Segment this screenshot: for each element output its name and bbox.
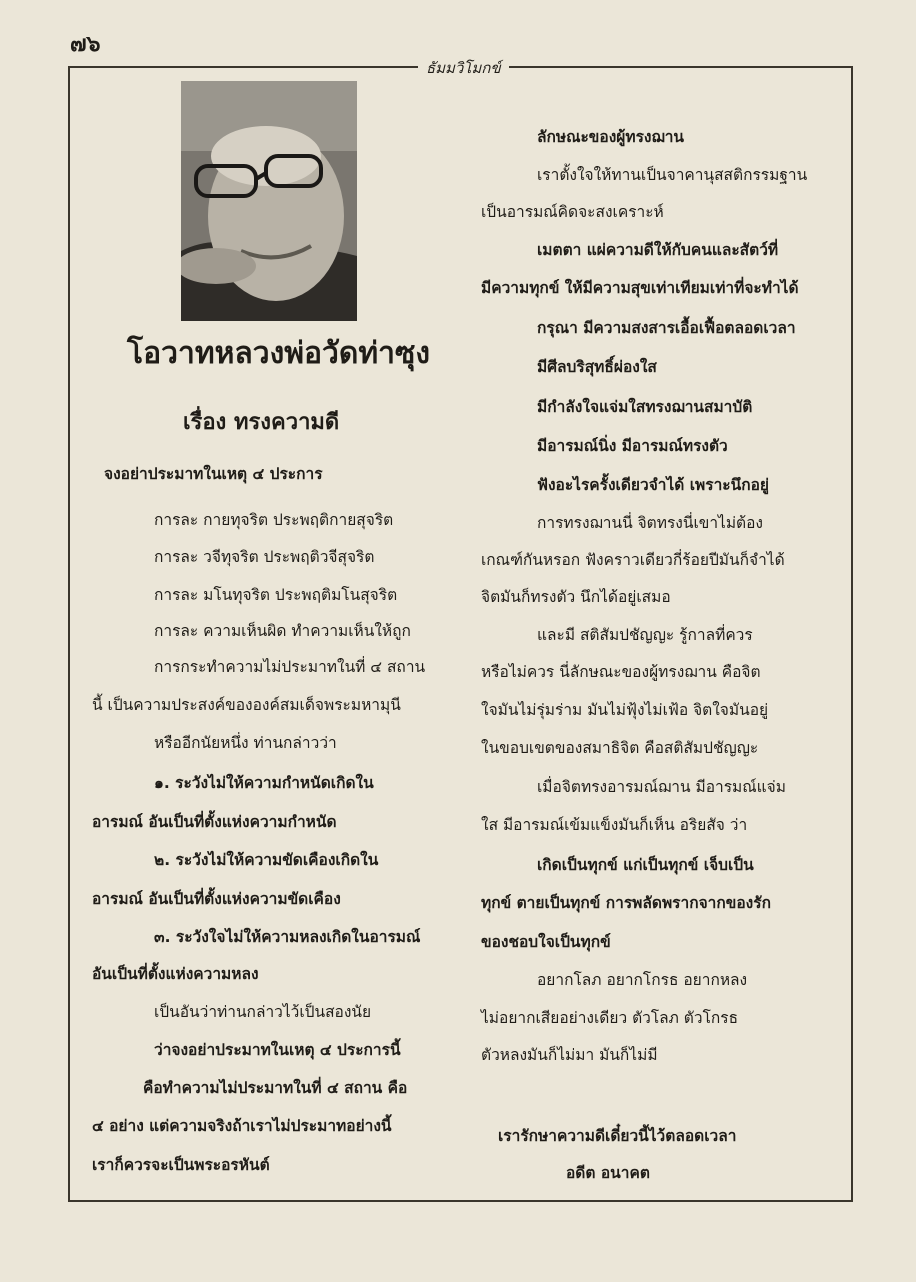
- body-line: อยากโลภ อยากโกรธ อยากหลง: [537, 971, 748, 989]
- body-line: การละ มโนทุจริต ประพฤติมโนสุจริต: [154, 586, 398, 604]
- body-line: ของชอบใจเป็นทุกข์: [481, 933, 611, 951]
- body-line: การกระทำความไม่ประมาทในที่ ๔ สถาน: [154, 658, 426, 676]
- body-line: หรืออีกนัยหนึ่ง ท่านกล่าวว่า: [154, 734, 337, 752]
- body-line: เกณฑ์กันหรอก ฟังคราวเดียวกี่ร้อยปีมันก็จำได้: [481, 551, 785, 569]
- body-line: เมตตา แผ่ความดีให้กับคนและสัตว์ที่: [537, 241, 779, 259]
- body-line: จิตมันก็ทรงตัว นึกได้อยู่เสมอ: [481, 588, 671, 606]
- body-line: กรุณา มีความสงสารเอื้อเฟื้อตลอดเวลา: [537, 319, 796, 337]
- body-line: การละ ความเห็นผิด ทำความเห็นให้ถูก: [154, 622, 411, 640]
- body-line: อันเป็นที่ตั้งแห่งความหลง: [92, 965, 259, 983]
- body-line: ว่าจงอย่าประมาทในเหตุ ๔ ประการนี้: [154, 1041, 401, 1059]
- body-line: เรารักษาความดีเดี๋ยวนี้ไว้ตลอดเวลา: [498, 1127, 737, 1145]
- body-line: อารมณ์ อันเป็นที่ตั้งแห่งความขัดเคือง: [92, 890, 341, 908]
- body-line: อารมณ์ อันเป็นที่ตั้งแห่งความกำหนัด: [92, 813, 337, 831]
- body-line: การละ วจีทุจริต ประพฤติวจีสุจริต: [154, 548, 375, 566]
- body-line: การละ กายทุจริต ประพฤติกายสุจริต: [154, 511, 394, 529]
- body-line: อดีต อนาคต: [566, 1164, 650, 1182]
- body-line: มีศีลบริสุทธิ์ผ่องใส: [537, 358, 657, 376]
- body-line: มีกำลังใจแจ่มใสทรงฌานสมาบัติ: [537, 398, 753, 416]
- body-line: ใจมันไม่รุ่มร่าม มันไม่ฟุ้งไม่เฟ้อ จิตใจมันอยู่: [481, 701, 769, 719]
- body-line: คือทำความไม่ประมาทในที่ ๔ สถาน คือ: [143, 1079, 408, 1097]
- body-line: นี้ เป็นความประสงค์ขององค์สมเด็จพระมหามุนี: [92, 696, 401, 714]
- body-line: เมื่อจิตทรงอารมณ์ฌาน มีอารมณ์แจ่ม: [537, 778, 786, 796]
- page-number: ๗๖: [70, 32, 101, 57]
- article-subtitle: เรื่อง ทรงความดี: [183, 410, 340, 435]
- body-line: หรือไม่ควร นี่ลักษณะของผู้ทรงฌาน คือจิต: [481, 663, 761, 681]
- body-line: เกิดเป็นทุกข์ แก่เป็นทุกข์ เจ็บเป็น: [537, 856, 754, 874]
- body-line: เป็นอารมณ์คิดจะสงเคราะห์: [481, 203, 664, 221]
- body-line: เราตั้งใจให้ทานเป็นจาคานุสสติกรรมฐาน: [537, 166, 808, 184]
- article-title: โอวาทหลวงพ่อวัดท่าซุง: [127, 336, 431, 371]
- section-heading: จงอย่าประมาทในเหตุ ๔ ประการ: [104, 465, 323, 483]
- portrait-photo: [181, 81, 357, 321]
- body-line: เป็นอันว่าท่านกล่าวไว้เป็นสองนัย: [154, 1003, 372, 1021]
- body-line: และมี สติสัมปชัญญะ รู้กาลที่ควร: [537, 626, 753, 644]
- body-line: ทุกข์ ตายเป็นทุกข์ การพลัดพรากจากของรัก: [481, 894, 771, 912]
- body-line: ในขอบเขตของสมาธิจิต คือสติสัมปชัญญะ: [481, 739, 759, 757]
- body-line: ฟังอะไรครั้งเดียวจำได้ เพราะนึกอยู่: [537, 476, 769, 494]
- body-line: ตัวหลงมันก็ไม่มา มันก็ไม่มี: [481, 1046, 658, 1064]
- body-line: ๔ อย่าง แต่ความจริงถ้าเราไม่ประมาทอย่างนี้: [92, 1117, 392, 1135]
- body-line: การทรงฌานนี่ จิตทรงนี่เขาไม่ต้อง: [537, 514, 763, 532]
- body-line: ไม่อยากเสียอย่างเดียว ตัวโลภ ตัวโกรธ: [481, 1009, 739, 1027]
- body-line: ๓. ระวังใจไม่ให้ความหลงเกิดในอารมณ์: [154, 928, 421, 946]
- body-line: มีอารมณ์นิ่ง มีอารมณ์ทรงตัว: [537, 437, 728, 455]
- body-line: ๒. ระวังไม่ให้ความขัดเคืองเกิดใน: [154, 851, 379, 869]
- body-line: มีความทุกข์ ให้มีความสุขเท่าเทียมเท่าที่จะทำได้: [481, 279, 799, 297]
- body-line: เราก็ควรจะเป็นพระอรหันต์: [92, 1156, 270, 1174]
- running-head: ธัมมวิโมกข์: [418, 56, 509, 80]
- body-line: ใส มีอารมณ์เข้มแข็งมันก็เห็น อริยสัจ ว่า: [481, 816, 748, 834]
- section-heading: ลักษณะของผู้ทรงฌาน: [537, 128, 685, 146]
- body-line: ๑. ระวังไม่ให้ความกำหนัดเกิดใน: [154, 774, 374, 792]
